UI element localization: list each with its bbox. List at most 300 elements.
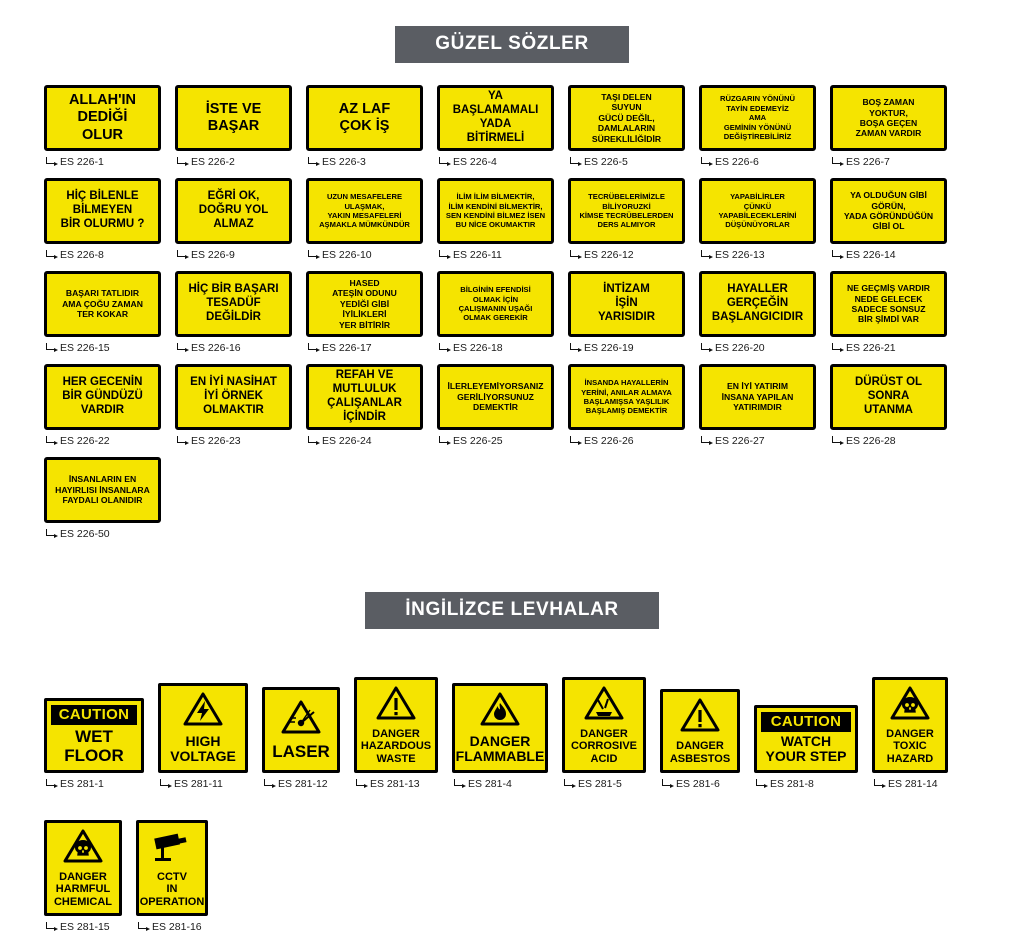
arrow-icon (308, 157, 319, 166)
sign-text-line: BOŞ ZAMAN (862, 97, 915, 108)
sign-text-line: NE GEÇMİŞ VARDIR (847, 283, 930, 294)
sign-text (456, 734, 545, 765)
sign-code (437, 156, 554, 168)
sign-text-line: UTANMA (864, 403, 913, 416)
arrow-icon (454, 779, 465, 788)
sign-text-line: YAPABİLECEKLERİNİ (718, 211, 797, 220)
sign-code (175, 342, 292, 354)
sign-cell (158, 683, 248, 790)
sign-code-label: ES 226-25 (453, 435, 503, 447)
sign-code (175, 249, 292, 261)
sign-code (136, 921, 208, 933)
triangle-skull-icon (63, 829, 103, 868)
sign-text-line: YA OLDUĞUN GİBİ (850, 190, 927, 201)
sign-text-line: DOĞRU YOL (198, 204, 269, 217)
turkish-sign[interactable] (699, 85, 816, 151)
sign-text-line: HİÇ BİLENLE (66, 190, 139, 203)
sign-text-line: YOKTUR, (869, 107, 908, 118)
sign-text-line: BAŞLANGICIDIR (711, 310, 804, 323)
sign-text-line: HAZARDOUS (360, 740, 432, 753)
turkish-sign[interactable] (437, 364, 554, 430)
sign-text-line: LASER (272, 741, 330, 761)
sign-text (140, 871, 205, 908)
sign-text (181, 101, 286, 135)
sign-text-line: OLMAK İÇİN (472, 294, 519, 304)
sign-text-line: YERİNİ, ANILAR ALMAYA (581, 387, 672, 397)
sign-text-line: İNSANA YAPILAN (721, 391, 794, 402)
arrow-icon (701, 250, 712, 259)
caution-banner: CAUTION (761, 712, 851, 732)
sign-cell (306, 85, 423, 168)
turkish-sign[interactable] (568, 178, 685, 244)
sign-text (574, 283, 679, 324)
sign-text-line: TESADÜF (206, 297, 261, 310)
sign-code-label: ES 226-1 (60, 156, 104, 168)
sign-text-line: OLMAKTIR (203, 403, 264, 416)
sign-code-label: ES 226-7 (846, 156, 890, 168)
sign-text-line: DERS ALMIYOR (597, 220, 656, 230)
sign-code (568, 249, 685, 261)
sign-cell (437, 364, 554, 447)
sign-code (158, 778, 248, 790)
section-header-turkish-wrap (0, 26, 1024, 63)
turkish-sign[interactable] (175, 271, 292, 337)
sign-code (699, 342, 816, 354)
sign-text-line: BİR OLURMU ? (60, 217, 145, 230)
sign-code (754, 778, 858, 790)
sign-cell (175, 271, 292, 354)
turkish-sign[interactable] (437, 271, 554, 337)
sign-text (443, 90, 548, 145)
sign-text (574, 192, 679, 230)
arrow-icon (46, 529, 57, 538)
turkish-sign[interactable] (306, 85, 423, 151)
sign-code (568, 435, 685, 447)
sign-text (181, 190, 286, 231)
sign-text-line: YOUR STEP (765, 748, 847, 765)
turkish-sign[interactable] (44, 85, 161, 151)
arrow-icon (570, 250, 581, 259)
arrow-icon (177, 436, 188, 445)
sign-code-label: ES 226-22 (60, 435, 110, 447)
sign-text-line: İNSANLARIN EN (68, 474, 137, 485)
sign-text (705, 94, 810, 141)
sign-text-line: ÇOK İŞ (339, 118, 390, 134)
sign-text-line: BU NİCE OKUMAKTIR (455, 220, 536, 230)
sign-code (175, 435, 292, 447)
sign-code-label: ES 226-13 (715, 249, 765, 261)
sign-cell (660, 689, 740, 790)
turkish-sign[interactable] (699, 364, 816, 430)
sign-text (361, 728, 431, 765)
sign-text (312, 101, 417, 135)
arrow-icon (46, 922, 57, 931)
sign-cell (830, 178, 947, 261)
sign-text-line: RÜZGARIN YÖNÜNÜ (720, 94, 795, 104)
triangle-exclamation-icon (376, 686, 416, 725)
sign-code-label: ES 281-1 (60, 777, 104, 790)
sign-code (44, 249, 161, 261)
sign-code-label: ES 226-50 (60, 528, 110, 540)
sign-code-label: ES 281-16 (152, 920, 202, 933)
arrow-icon (160, 779, 171, 788)
sign-text-line: BİLMEYEN (72, 204, 133, 217)
sign-text-line: WET (75, 726, 113, 746)
sign-text-line: İLERLEYEMİYORSANIZ (447, 381, 544, 392)
sign-text-line: BAŞARI TATLIDIR (65, 288, 140, 299)
sign-cell (306, 178, 423, 261)
sign-code (306, 435, 423, 447)
sign-text-line: DEDİĞİ (77, 109, 128, 126)
sign-text-line: ZAMAN VARDIR (855, 128, 922, 139)
sign-cell (830, 271, 947, 354)
sign-code-label: ES 226-10 (322, 249, 372, 261)
english-sign-row-2 (0, 820, 1024, 934)
sign-text (170, 734, 236, 765)
arrow-icon (570, 157, 581, 166)
sign-text-line: İÇİNDİR (343, 410, 386, 423)
sign-text (312, 369, 417, 424)
arrow-icon (177, 343, 188, 352)
english-sign[interactable] (136, 820, 208, 916)
sign-code-label: ES 226-14 (846, 249, 896, 261)
sign-code-label: ES 281-6 (676, 777, 720, 790)
sign-code-label: ES 226-27 (715, 435, 765, 447)
sign-text-line: OLMAK GEREKİR (463, 313, 528, 323)
sign-code-label: ES 226-17 (322, 342, 372, 354)
arrow-icon (356, 779, 367, 788)
sign-cell (306, 271, 423, 354)
sign-code-label: ES 226-5 (584, 156, 628, 168)
sign-code (568, 342, 685, 354)
sign-text (836, 97, 941, 139)
sign-cell (175, 178, 292, 261)
english-sign[interactable] (872, 677, 948, 773)
sign-cell (175, 85, 292, 168)
sign-text-line: DEĞİŞTİREBİLİRİZ (723, 132, 792, 142)
sign-text-line: WASTE (376, 752, 416, 765)
turkish-sign[interactable] (175, 85, 292, 151)
english-sign[interactable] (754, 705, 858, 773)
sign-text-line: İSTE VE (205, 100, 262, 117)
sign-text-line: DANGER (886, 728, 934, 740)
turkish-sign[interactable] (437, 178, 554, 244)
sign-cell (306, 364, 423, 447)
sign-cell (437, 271, 554, 354)
triangle-exclamation-icon (680, 698, 720, 737)
sign-cell (44, 698, 144, 790)
sign-text-line: HİÇ BİR BAŞARI (188, 283, 279, 296)
turkish-sign[interactable] (175, 364, 292, 430)
sign-text-line: EN İYİ NASİHAT (190, 376, 277, 389)
sign-text-line: HAYALLER (727, 283, 788, 296)
sign-text-line: DEĞİLDİR (206, 310, 261, 323)
sign-text (181, 283, 286, 324)
sign-text-line: DANGER (59, 870, 107, 883)
english-sign[interactable] (660, 689, 740, 773)
sign-text-line: ATEŞİN ODUNU (332, 288, 397, 299)
sign-text-line: EĞRİ OK, (207, 190, 260, 203)
sign-text-line: ASBESTOS (669, 752, 731, 765)
arrow-icon (564, 779, 575, 788)
sign-text (50, 474, 155, 505)
sign-code-label: ES 226-8 (60, 249, 104, 261)
sign-text-line: BİR ŞİMDİ VAR (858, 314, 919, 325)
sign-code (44, 156, 161, 168)
sign-text-line: SADECE SONSUZ (851, 304, 926, 314)
sign-code (306, 342, 423, 354)
turkish-sign[interactable] (699, 178, 816, 244)
sign-text-line: DEMEKTİR (473, 402, 518, 413)
turkish-sign[interactable] (437, 85, 554, 151)
sign-cell (262, 687, 340, 790)
sign-code (699, 156, 816, 168)
sign-text-line: HASED (349, 277, 380, 288)
english-sign[interactable] (262, 687, 340, 773)
section-header-english-wrap (0, 592, 1024, 629)
turkish-sign[interactable] (306, 178, 423, 244)
sign-code-label: ES 281-12 (278, 777, 328, 790)
sign-code-label: ES 226-24 (322, 435, 372, 447)
sign-text-line: SONRA (867, 390, 910, 403)
sign-code-label: ES 226-28 (846, 435, 896, 447)
sign-text-line: UZUN MESAFELERE (326, 192, 403, 202)
turkish-sign[interactable] (568, 85, 685, 151)
sign-text-line: İŞİN (615, 297, 638, 310)
sign-text (574, 92, 679, 144)
sign-text-line: BOŞA GEÇEN (859, 118, 918, 128)
sign-cell (568, 271, 685, 354)
sign-code-label: ES 281-5 (578, 777, 622, 790)
sign-code-label: ES 226-18 (453, 342, 503, 354)
arrow-icon (439, 157, 450, 166)
sign-cell (136, 820, 208, 933)
sign-text-line: NEDE GELECEK (854, 293, 923, 304)
sign-code (437, 342, 554, 354)
sign-text-line: TECRÜBELERİMİZLE (588, 192, 665, 202)
sign-text-line: HIGH (185, 732, 221, 749)
sign-text-line: KİMSE TECRÜBELERDEN (579, 211, 674, 220)
sign-text-line: YEDİĞİ GİBİ (339, 298, 390, 309)
turkish-sign[interactable] (306, 364, 423, 430)
sign-cell (872, 677, 948, 790)
sign-text-line: YADA GÖRÜNDÜĞÜN (843, 211, 934, 221)
sign-cell (562, 677, 646, 790)
turkish-sign[interactable] (830, 178, 947, 244)
sign-cell (699, 85, 816, 168)
sign-code (437, 435, 554, 447)
sign-text-line: ÇALIŞMANIN UŞAĞI (458, 304, 533, 313)
sign-text-line: CCTV (157, 870, 187, 883)
sign-text-line: WATCH (780, 732, 832, 749)
arrow-icon (832, 436, 843, 445)
sign-text (443, 285, 548, 323)
sign-code (830, 435, 947, 447)
sign-text-line: BİR GÜNDÜZÜ (62, 390, 143, 403)
sign-code (44, 778, 144, 790)
sign-text-line: BAŞLAMIŞ DEMEKTİR (585, 406, 668, 416)
sign-text (571, 728, 637, 765)
arrow-icon (46, 157, 57, 166)
sign-cell (437, 85, 554, 168)
sign-text (181, 376, 286, 417)
turkish-sign[interactable] (44, 178, 161, 244)
english-sign[interactable] (562, 677, 646, 773)
sign-cell (754, 705, 858, 790)
sign-code (830, 156, 947, 168)
sign-code (175, 156, 292, 168)
sign-code (44, 528, 161, 540)
english-sign[interactable] (354, 677, 438, 773)
sign-text (836, 190, 941, 232)
sign-cell (44, 820, 122, 933)
sign-text-line: FLOOR (64, 745, 124, 765)
sign-code-label: ES 226-20 (715, 342, 765, 354)
sign-text-line: YAKIN MESAFELERİ (327, 211, 402, 220)
turkish-sign[interactable] (830, 85, 947, 151)
sign-cell (437, 178, 554, 261)
sign-text-line: TOXIC (893, 740, 927, 753)
arrow-icon (832, 343, 843, 352)
arrow-icon (701, 157, 712, 166)
sign-text-line: AZ LAF (338, 100, 391, 117)
sign-text-line: ALLAH'IN (68, 92, 137, 109)
sign-text (705, 192, 810, 230)
sign-text-line: BAŞLAMIŞSA YAŞLILIK (583, 397, 670, 406)
sign-text-line: IN (166, 883, 178, 896)
sign-code-label: ES 226-23 (191, 435, 241, 447)
sign-code-label: ES 226-15 (60, 342, 110, 354)
sign-code (44, 342, 161, 354)
turkish-sign[interactable] (568, 364, 685, 430)
sign-text-line: OLUR (81, 126, 124, 143)
sign-code (568, 156, 685, 168)
sign-text-line: HAYIRLISI İNSANLARA (55, 484, 150, 495)
arrow-icon (701, 343, 712, 352)
sign-text-line: TER KOKAR (76, 309, 129, 320)
sign-code-label: ES 281-13 (370, 777, 420, 790)
sign-code (872, 778, 948, 790)
sign-text-line: SEN KENDİNİ BİLMEZ İSEN (445, 211, 546, 220)
sign-code-label: ES 226-19 (584, 342, 634, 354)
sign-cell (699, 178, 816, 261)
arrow-icon (138, 922, 149, 931)
sign-text-line: DANGER (372, 728, 420, 740)
sign-code-label: ES 226-2 (191, 156, 235, 168)
sign-cell (830, 85, 947, 168)
arrow-icon (439, 250, 450, 259)
sign-text-line: ÇÜNKÜ (743, 201, 772, 211)
arrow-icon (756, 779, 767, 788)
turkish-sign-grid (0, 85, 1024, 550)
sign-code-label: ES 226-11 (453, 249, 502, 261)
sign-code-label: ES 226-21 (846, 342, 896, 354)
turkish-sign[interactable] (830, 271, 947, 337)
sign-code (562, 778, 646, 790)
sign-text-line: VARDIR (80, 403, 125, 416)
sign-text-line: ULAŞMAK, (344, 201, 385, 211)
turkish-sign[interactable] (44, 457, 161, 523)
section-header-english: İNGİLİZCE LEVHALAR (365, 592, 658, 629)
section-header-turkish: GÜZEL SÖZLER (395, 26, 629, 63)
sign-cell (568, 178, 685, 261)
sign-text (54, 871, 112, 908)
sign-text-line: ALMAZ (213, 217, 254, 230)
arrow-icon (570, 343, 581, 352)
sign-text-line: DÜŞÜNÜYORLAR (725, 220, 790, 230)
sign-text-line: BAŞAR (207, 118, 260, 134)
caution-banner: CAUTION (51, 705, 137, 725)
arrow-icon (832, 157, 843, 166)
sign-text-line: DANGER (580, 728, 628, 740)
sign-text-line: GÖRÜN, (871, 200, 906, 211)
sign-text-line: OPERATION (139, 895, 205, 908)
sign-code (354, 778, 438, 790)
sign-text-line: TAYİN EDEMEYİZ (726, 103, 789, 113)
turkish-sign[interactable] (699, 271, 816, 337)
sign-code (44, 921, 122, 933)
sign-code (306, 156, 423, 168)
sign-text-line: GİBİ OL (872, 221, 905, 232)
sign-cell (44, 178, 161, 261)
sign-text-line: İNTİZAM (603, 283, 650, 296)
sign-text-line: DANGER (469, 732, 531, 749)
sign-code-label: ES 226-12 (584, 249, 634, 261)
english-sign[interactable] (44, 698, 144, 773)
sign-text-line: MUTLULUK (332, 383, 397, 396)
sign-text-line: HARMFUL (55, 883, 111, 896)
turkish-sign[interactable] (306, 271, 423, 337)
sign-text-line: YARISIDIR (597, 310, 656, 323)
sign-text-line: YAPABİLİRLER (730, 192, 785, 202)
english-sign[interactable] (452, 683, 548, 773)
english-sign[interactable] (44, 820, 122, 916)
sign-cell (354, 677, 438, 790)
turkish-sign[interactable] (175, 178, 292, 244)
sign-text-line: YA (488, 90, 503, 103)
triangle-lightning-icon (183, 692, 223, 731)
sign-text-line: CORROSIVE (570, 740, 637, 753)
sign-code-label: ES 281-4 (468, 777, 512, 790)
english-sign[interactable] (158, 683, 248, 773)
arrow-icon (177, 157, 188, 166)
sign-text-line: HER GECENİN (62, 376, 143, 389)
sign-code (437, 249, 554, 261)
sign-code (660, 778, 740, 790)
sign-text-line: AMA (748, 113, 767, 123)
sign-text (272, 742, 330, 761)
arrow-icon (46, 343, 57, 352)
sign-text-line: İNSANDA HAYALLERİN (584, 378, 669, 388)
english-sign-row-1 (0, 677, 1024, 798)
sign-text (50, 190, 155, 231)
sign-text-line: İLİM İLİM BİLMEKTİR, (456, 192, 535, 202)
turkish-sign[interactable] (830, 364, 947, 430)
sign-code-label: ES 281-15 (60, 920, 110, 933)
sign-cell (44, 271, 161, 354)
sign-text-line: EN İYİ YATIRIM (727, 381, 788, 392)
sign-cell (452, 683, 548, 790)
sign-cell (699, 271, 816, 354)
turkish-sign[interactable] (44, 364, 161, 430)
triangle-flame-icon (480, 692, 520, 731)
sign-text-line: FAYDALI OLANIDIR (62, 495, 143, 506)
turkish-sign[interactable] (44, 271, 161, 337)
turkish-sign[interactable] (568, 271, 685, 337)
sign-code (262, 778, 340, 790)
sign-code-label: ES 226-3 (322, 156, 366, 168)
sign-text-line: AMA ÇOĞU ZAMAN (62, 298, 143, 309)
